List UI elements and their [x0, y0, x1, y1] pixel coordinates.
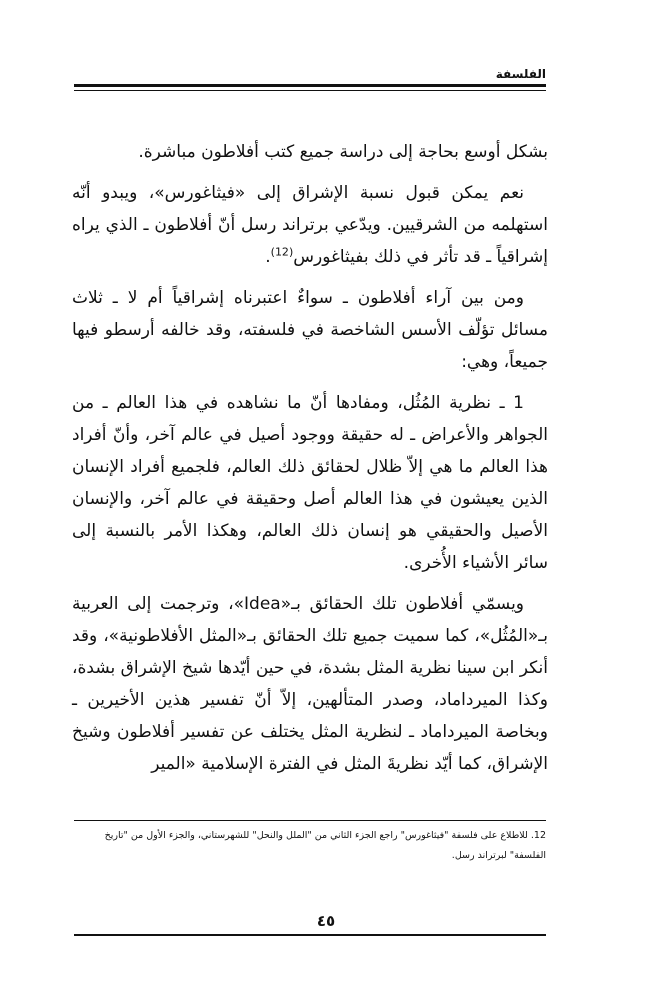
paragraph-1: بشكل أوسع بحاجة إلى دراسة جميع كتب أفلاطون مباشرة.: [138, 142, 548, 162]
footnote-reference: (12): [270, 245, 294, 259]
paragraph-5: ويسمّي أفلاطون تلك الحقائق بـ«Idea»، وترجمت إلى العربية بـ«المُثُل»، كما سميت جميع تلك الحقائق بـ«المثل الأفلاطونية»، وقد أنكر ابن سينا نظرية المثل بشدة، في حين أيّدها شيخ الإشراق بشدة، وكذا الميرداماد، وصدر المتألهين، إلاّ أنّ تفسير هذين الأخيرين ـ وبخاصة الميرداماد ـ لنظرية المثل يختلف عن تفسير أفلاطون وشيخ الإشراق، كما أيّد نظريةَ المثل في الفترة الإسلامية «المير: [72, 594, 548, 774]
paragraph-4: 1 ـ نظرية المُثُل، ومفادها أنّ ما نشاهده في هذا العالم ـ من الجواهر والأعراض ـ له حقيقة ووجود أصيل في عالم آخر، وأنّ أفراد هذا العالم ما هي إلاّ ظلال لحقائق ذلك العالم، فلجميع أفراد الإنسان الذين يعيشون في هذا العالم أصل وحقيقة في عالم آخر، والإنسان الأصيل والحقيقي هو إنسان ذلك العالم، وهكذا الأمر بالنسبة إلى سائر الأشياء الأُخرى.: [72, 393, 548, 573]
paragraph-2-text: نعم يمكن قبول نسبة الإشراق إلى «فيثاغورس»، ويبدو أنّه استهلمه من الشرقيين. ويدّعي برتراند رسل أنّ أفلاطون ـ الذي يراه إشراقياً ـ قد تأثر في ذلك بفيثاغورس: [72, 183, 548, 267]
footnote-12: 12. للاطلاع على فلسفة "فيثاغورس" راجع الجزء الثاني من "الملل والنحل" للشهرستاني، والجزء الأول من "تاريخ الفلسفة" لبرتراند رسل.: [104, 830, 546, 861]
paragraph-2: [72, 177, 548, 273]
footnote-rule: [74, 820, 546, 821]
footer-rule: [74, 934, 546, 936]
body-text: [72, 136, 548, 789]
page-number: ٤٥: [316, 912, 336, 930]
paragraph-2-end: .: [265, 247, 271, 267]
running-header: الفلسفة: [495, 67, 546, 81]
header-double-rule: [74, 84, 546, 91]
paragraph-3: ومن بين آراء أفلاطون ـ سواءٌ اعتبرناه إشراقياً أم لا ـ ثلاث مسائل تؤلّف الأسس الشاخصة في فلسفته، وقد خالفه أرسطو فيها جميعاً، وهي:: [72, 288, 548, 372]
